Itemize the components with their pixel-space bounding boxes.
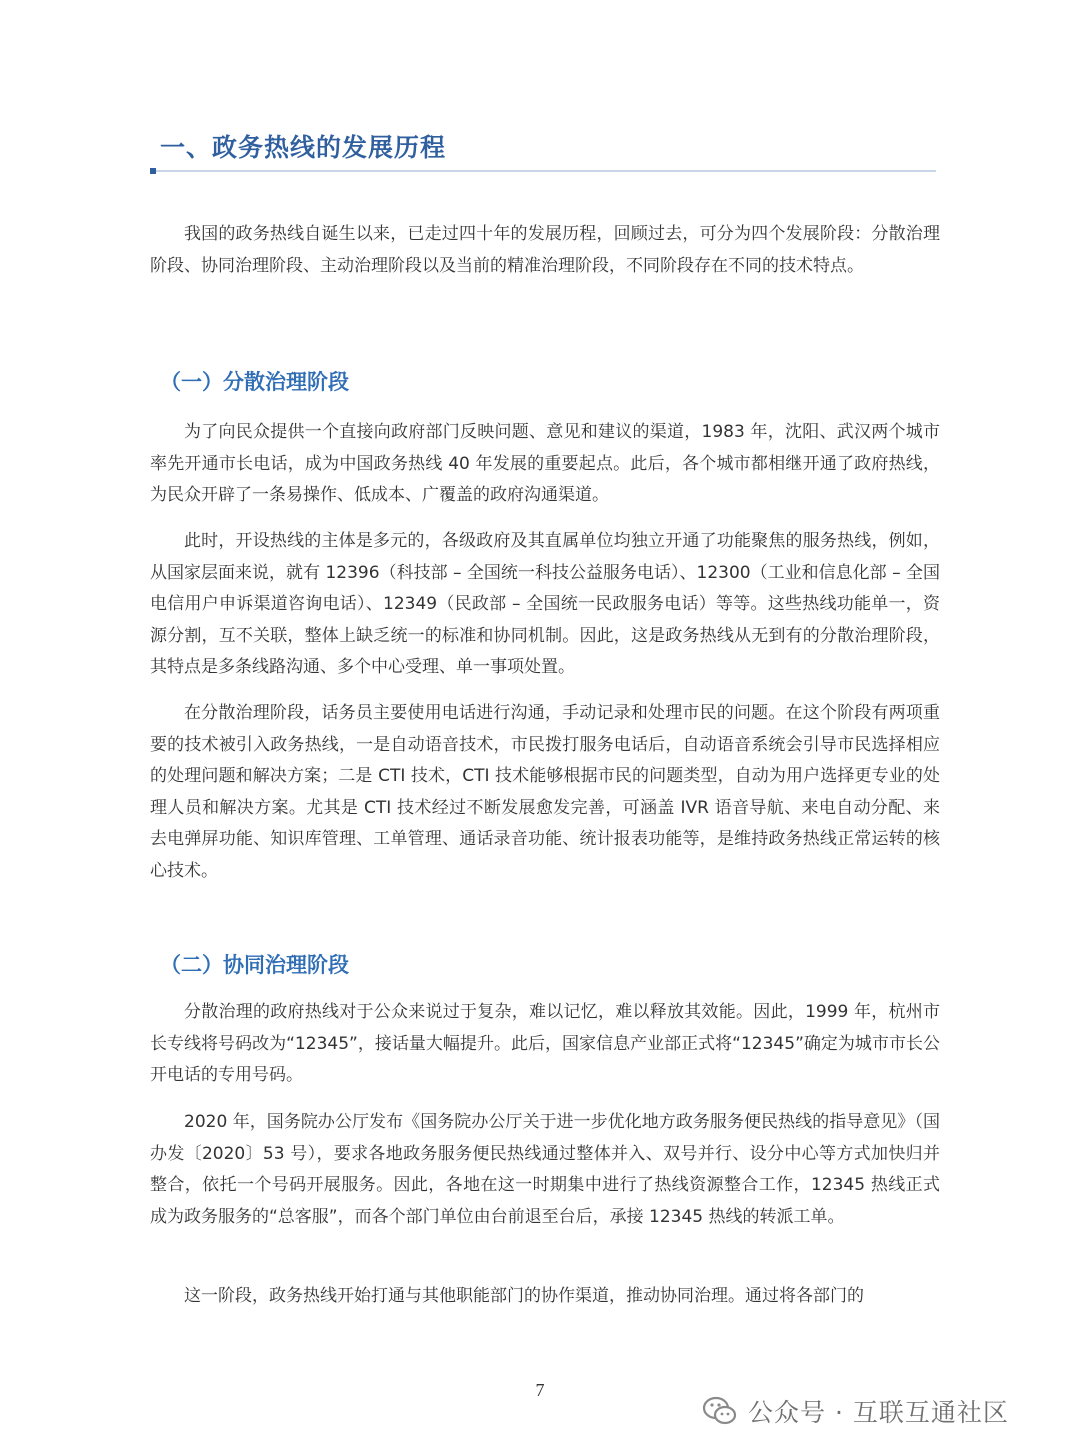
paragraph-1-1: 为了向民众提供一个直接向政府部门反映问题、意见和建议的渠道，1983 年，沈阳、武汉两个城市率先开通市长电话，成为中国政务热线 40 年发展的重要起点。此后，各个城市都相继开通了政府热线，为民众开辟了一条易操作、低成本、广覆盖的政府沟通渠道。 — [150, 422, 940, 505]
title-divider — [150, 170, 936, 172]
section-title: 一、政务热线的发展历程 — [160, 133, 447, 162]
paragraph-2-1: 分散治理的政府热线对于公众来说过于复杂，难以记忆，难以释放其效能。因此，1999 年，杭州市长专线将号码改为“12345”，接话量大幅提升。此后，国家信息产业部正式将“12345”确定为城市市长公开电话的专用号码。 — [150, 1002, 940, 1085]
watermark — [700, 1388, 1009, 1434]
intro-paragraph: 我国的政务热线自诞生以来，已走过四十年的发展历程，回顾过去，可分为四个发展阶段：分散治理阶段、协同治理阶段、主动治理阶段以及当前的精准治理阶段，不同阶段存在不同的技术特点。 — [150, 224, 940, 276]
paragraph-1-3: 在分散治理阶段，话务员主要使用电话进行沟通，手动记录和处理市民的问题。在这个阶段有两项重要的技术被引入政务热线，一是自动语音技术，市民拨打服务电话后，自动语音系统会引导市民选择相应的处理问题和解决方案；二是 CTI 技术，CTI 技术能够根据市民的问题类型，自动为用户选择更专业的处理人员和解决方案。尤其是 CTI 技术经过不断发展愈发完善，可涵盖 IVR 语音导航、来电自动分配、来去电弹屏功能、知识库管理、工单管理、通话录音功能、统计报表功能等，是维持政务热线正常运转的核心技术。 — [150, 703, 940, 881]
title-marker — [150, 168, 156, 174]
paragraph-2-3: 这一阶段，政务热线开始打通与其他职能部门的协作渠道，推动协同治理。通过将各部门的 — [184, 1286, 864, 1306]
paragraph-1-2: 此时，开设热线的主体是多元的，各级政府及其直属单位均独立开通了功能聚焦的服务热线，例如，从国家层面来说，就有 12396（科技部 – 全国统一科技公益服务电话）、12300（工业和信息化部 – 全国电信用户申诉渠道咨询电话）、12349（民政部 – 全国统一民政服务电话）等等。这些热线功能单一，资源分割，互不关联，整体上缺乏统一的标准和协同机制。因此，这是政务热线从无到有的分散治理阶段，其特点是多条线路沟通、多个中心受理、单一事项处置。 — [150, 531, 940, 677]
subsection-title-1: （一）分散治理阶段 — [160, 370, 349, 394]
watermark-text: 公众号 · 互联互通社区 — [748, 1398, 1009, 1427]
page-number: 7 — [535, 1380, 545, 1400]
subsection-title-2: （二）协同治理阶段 — [160, 953, 349, 977]
paragraph-2-2: 2020 年，国务院办公厅发布《国务院办公厅关于进一步优化地方政务服务便民热线的指导意见》（国办发〔2020〕53 号），要求各地政务服务便民热线通过整体并入、双号并行、设分中心等方式加快归并整合，依托一个号码开展服务。因此，各地在这一时期集中进行了热线资源整合工作，12345 热线正式成为政务服务的“总客服”，而各个部门单位由台前退至台后，承接 12345 热线的转派工单。 — [150, 1112, 940, 1227]
wechat-icon — [700, 1391, 740, 1431]
